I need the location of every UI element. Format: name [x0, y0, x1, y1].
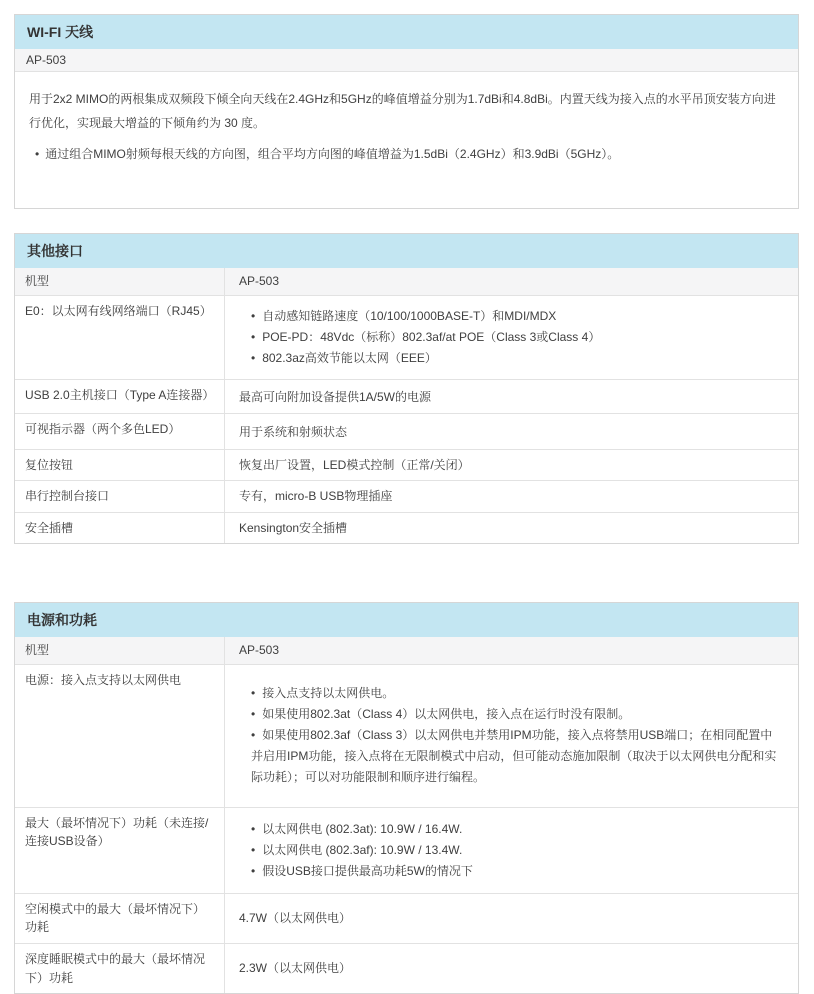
section-wifi-antenna — [14, 14, 799, 209]
row-label: 最大（最坏情况下）功耗（未连接/连接USB设备） — [15, 808, 225, 893]
table-row-e0-port — [15, 296, 798, 380]
bullet-list — [239, 306, 784, 369]
section-other-interfaces — [14, 233, 799, 544]
row-text: 4.7W（以太网供电） — [239, 911, 352, 926]
row-label: 串行控制台接口 — [15, 481, 225, 512]
bullet-item: • 802.3az高效节能以太网（EEE） — [251, 348, 784, 369]
bullet-item: • 以太网供电 (802.3af): 10.9W / 13.4W. — [251, 840, 784, 861]
row-text: Kensington安全插槽 — [239, 520, 348, 535]
row-value — [225, 481, 798, 512]
row-label: USB 2.0主机接口（Type A连接器） — [15, 380, 225, 413]
row-label: 空闲模式中的最大（最坏情况下）功耗 — [15, 894, 225, 943]
table-row-console — [15, 481, 798, 513]
row-label: 安全插槽 — [15, 513, 225, 544]
bullet-item: • 如果使用802.3af（Class 3）以太网供电并禁用IPM功能，接入点将禁用USB端口；在相同配置中并启用IPM功能，接入点将在无限制模式中启动，但可能动态施加限制（取决于以太网供电分配和实际功耗）；可以对功能限制和顺序进行编程。 — [251, 725, 784, 788]
model-label: AP-503 — [15, 49, 798, 72]
row-text: 2.3W（以太网供电） — [239, 961, 352, 976]
bullet-item: • 以太网供电 (802.3at): 10.9W / 16.4W. — [251, 819, 784, 840]
row-label: 机型 — [15, 637, 225, 664]
antenna-paragraph: 用于2x2 MIMO的两根集成双频段下倾全向天线在2.4GHz和5GHz的峰值增益分别为1.7dBi和4.8dBi。内置天线为接入点的水平吊顶安装方向进行优化，实现最大增益的下倾角约为 30 度。 — [29, 92, 776, 130]
row-value: AP-503 — [239, 643, 280, 658]
row-value — [225, 513, 798, 544]
row-value — [225, 296, 798, 379]
row-label: 电源：接入点支持以太网供电 — [15, 665, 225, 807]
row-label: 可视指示器（两个多色LED） — [15, 414, 225, 449]
section-power — [14, 602, 799, 994]
row-value — [225, 380, 798, 413]
row-label: 深度睡眠模式中的最大（最坏情况下）功耗 — [15, 944, 225, 993]
row-text: 最高可向附加设备提供1A/5W的电源 — [239, 389, 432, 404]
row-label: E0：以太网有线网络端口（RJ45） — [15, 296, 225, 379]
row-value — [225, 450, 798, 481]
section-title: 电源和功耗 — [15, 603, 798, 637]
table-row-sleep-consumption — [15, 944, 798, 993]
bullet-item: • 通过组合MIMO射频每根天线的方向图，组合平均方向图的峰值增益为1.5dBi（2.4GHz）和3.9dBi（5GHz）。 — [35, 143, 784, 166]
table-row-max-consumption — [15, 808, 798, 894]
table-row-led — [15, 414, 798, 450]
table-row-reset — [15, 450, 798, 482]
antenna-description — [15, 72, 798, 208]
row-text: 恢复出厂设置，LED模式控制（正常/关闭） — [239, 457, 470, 472]
row-value — [225, 665, 798, 807]
antenna-bullet-list — [29, 143, 784, 166]
row-value — [225, 808, 798, 893]
row-label: 机型 — [15, 268, 225, 295]
row-label: 复位按钮 — [15, 450, 225, 481]
table-row-idle-consumption — [15, 894, 798, 944]
section-title: WI-FI 天线 — [15, 15, 798, 49]
bullet-list — [239, 683, 784, 788]
bullet-item: • 如果使用802.3at（Class 4）以太网供电，接入点在运行时没有限制。 — [251, 704, 784, 725]
row-value — [225, 414, 798, 449]
bullet-item: • 自动感知链路速度（10/100/1000BASE-T）和MDI/MDX — [251, 306, 784, 327]
row-value — [225, 894, 798, 943]
table-row-security-slot — [15, 513, 798, 544]
bullet-item: • 接入点支持以太网供电。 — [251, 683, 784, 704]
bullet-item: • 假设USB接口提供最高功耗5W的情况下 — [251, 861, 784, 882]
row-text: 用于系统和射频状态 — [239, 424, 348, 439]
table-header-row — [15, 637, 798, 665]
bullet-item: • POE-PD：48Vdc（标称）802.3af/at POE（Class 3或Class 4） — [251, 327, 784, 348]
section-title: 其他接口 — [15, 234, 798, 268]
table-row-usb — [15, 380, 798, 414]
row-value — [225, 944, 798, 993]
bullet-list — [239, 819, 784, 882]
row-value: AP-503 — [239, 273, 280, 288]
table-header-row — [15, 268, 798, 296]
table-row-power-source — [15, 665, 798, 808]
row-text: 专有，micro-B USB物理插座 — [239, 489, 393, 504]
